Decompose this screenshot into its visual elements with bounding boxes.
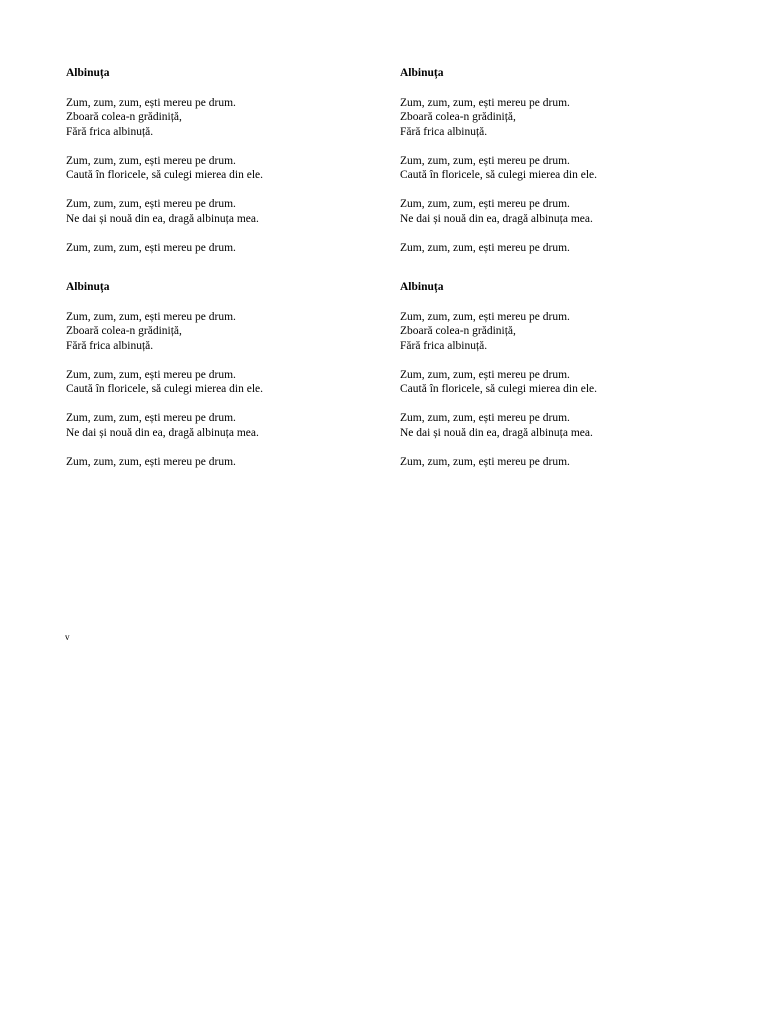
- poem-line: Caută în floricele, să culegi mierea din ele.: [400, 383, 598, 395]
- poem-block: [66, 66, 396, 270]
- poem-line: Zum, zum, zum, ești mereu pe drum.: [400, 310, 570, 323]
- poem-line: Ne dai și nouă din ea, dragă albinuța mea.: [400, 212, 593, 225]
- stanza: [400, 96, 730, 140]
- stanza: [66, 96, 396, 140]
- poem-title: Albinuța: [66, 281, 110, 293]
- poem-block: [400, 280, 730, 484]
- poem-line: Ne dai și nouă din ea, dragă albinuța mea.: [66, 212, 259, 225]
- poem-line: Zum, zum, zum, ești mereu pe drum.: [66, 154, 236, 167]
- stanza: [400, 154, 730, 183]
- stanza: [400, 197, 730, 226]
- stanza: [66, 197, 396, 226]
- poem-line: Ne dai și nouă din ea, dragă albinuța mea.: [400, 426, 593, 439]
- poem-line: Caută în floricele, să culegi mierea din ele.: [400, 169, 598, 181]
- stanza: [66, 241, 396, 256]
- poem-line: Ne dai și nouă din ea, dragă albinuța mea.: [66, 426, 259, 439]
- stanza: [400, 411, 730, 440]
- poem-line: Caută în floricele, să culegi mierea din ele.: [66, 383, 264, 395]
- stanza: [66, 154, 396, 183]
- poem-line: Zum, zum, zum, ești mereu pe drum.: [400, 241, 570, 254]
- stanza: [400, 310, 730, 354]
- poem-line: Zboară colea-n grădiniță,: [66, 325, 182, 337]
- stanza: [66, 455, 396, 470]
- poem-line: Caută în floricele, să culegi mierea din ele.: [66, 169, 264, 181]
- stanza: [400, 241, 730, 256]
- poem-line: Zum, zum, zum, ești mereu pe drum.: [66, 198, 236, 210]
- poem-title: Albinuța: [400, 67, 444, 79]
- stanza: [400, 368, 730, 397]
- poem-line: Zum, zum, zum, ești mereu pe drum.: [400, 368, 570, 381]
- poem-line: Fără frica albinuță.: [66, 339, 154, 352]
- poem-line: Fără frica albinuță.: [400, 125, 488, 138]
- poem-block: [400, 66, 730, 270]
- poem-line: Zboară colea-n grădiniță,: [66, 111, 182, 123]
- poem-line: Fără frica albinuță.: [400, 339, 488, 352]
- poem-title: Albinuța: [400, 281, 444, 293]
- poem-block: [66, 280, 396, 484]
- poem-title: Albinuța: [66, 67, 110, 79]
- poem-line: Zum, zum, zum, ești mereu pe drum.: [400, 455, 570, 468]
- poem-line: Zum, zum, zum, ești mereu pe drum.: [66, 96, 236, 109]
- poem-line: Zum, zum, zum, ești mereu pe drum.: [400, 198, 570, 210]
- poem-line: Zum, zum, zum, ești mereu pe drum.: [66, 368, 236, 381]
- poem-line: Zum, zum, zum, ești mereu pe drum.: [400, 96, 570, 109]
- poem-line: Fără frica albinuță.: [66, 125, 154, 138]
- poem-line: Zum, zum, zum, ești mereu pe drum.: [400, 412, 570, 424]
- stanza: [66, 411, 396, 440]
- stray-mark: v: [65, 632, 70, 642]
- poem-line: Zboară colea-n grădiniță,: [400, 325, 516, 337]
- stanza: [66, 310, 396, 354]
- poem-line: Zum, zum, zum, ești mereu pe drum.: [66, 241, 236, 254]
- poem-line: Zum, zum, zum, ești mereu pe drum.: [66, 310, 236, 323]
- poem-line: Zum, zum, zum, ești mereu pe drum.: [66, 412, 236, 424]
- stanza: [66, 368, 396, 397]
- stanza: [400, 455, 730, 470]
- poem-line: Zboară colea-n grădiniță,: [400, 111, 516, 123]
- poem-line: Zum, zum, zum, ești mereu pe drum.: [66, 455, 236, 468]
- poem-line: Zum, zum, zum, ești mereu pe drum.: [400, 154, 570, 167]
